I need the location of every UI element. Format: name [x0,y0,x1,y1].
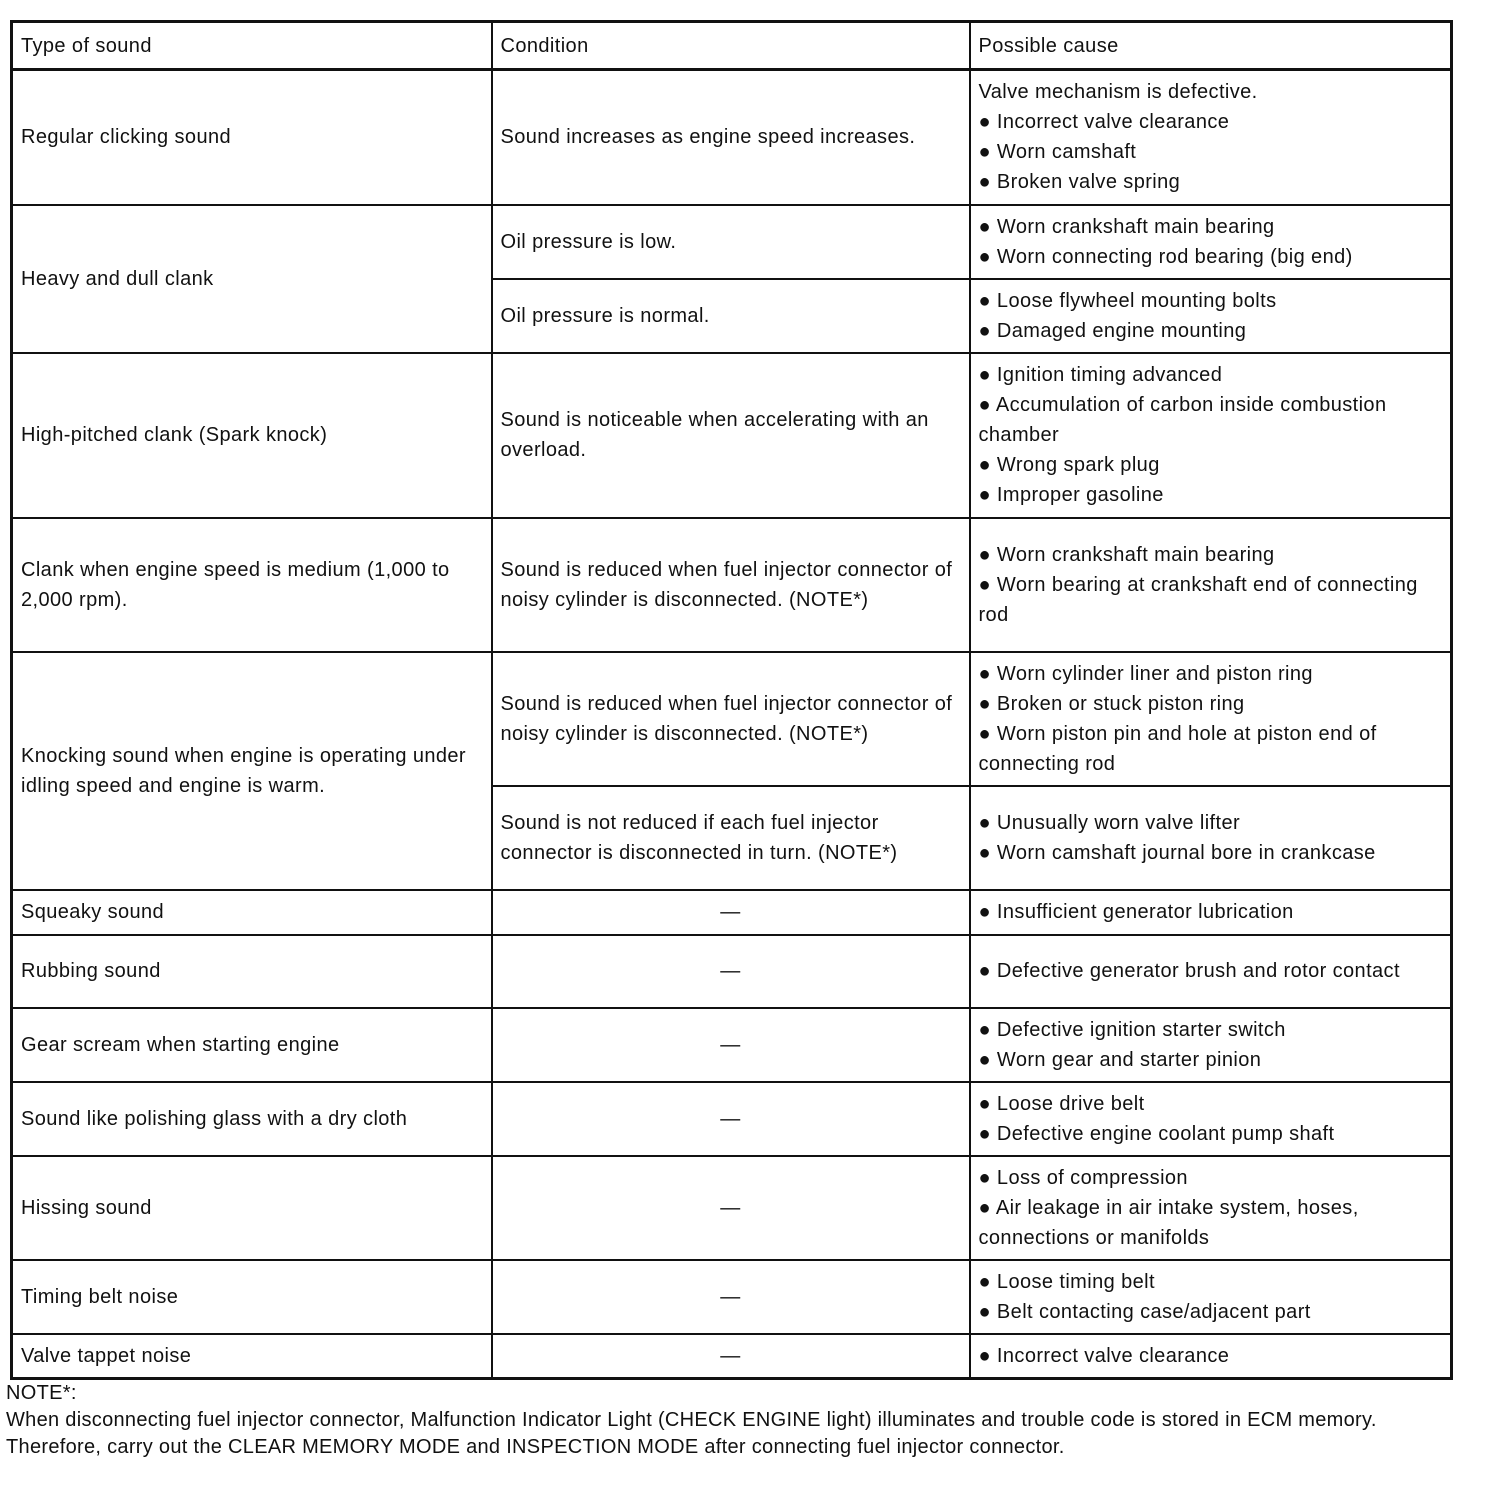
possible-cause-cell [970,353,1452,518]
table-row [12,1334,1452,1379]
sound-type-cell: Timing belt noise [12,1260,492,1334]
sound-type-cell: Valve tappet noise [12,1334,492,1379]
possible-cause-cell [970,1260,1452,1334]
condition-cell: Oil pressure is low. [492,205,970,279]
condition-cell: Sound is not reduced if each fuel injector connector is disconnected in turn. (NOTE*) [492,786,970,890]
cause-item: ● Ignition timing advanced [978,364,1223,386]
cause-item: ● Worn crankshaft main bearing [978,543,1275,566]
possible-cause-cell [970,652,1452,786]
table-row [12,518,1452,652]
header-possible-cause: Possible cause [970,22,1452,70]
table-row [12,1008,1452,1082]
table-row [12,1082,1452,1156]
sound-type-cell: Regular clicking sound [12,70,492,205]
cause-item: ● Defective generator brush and rotor contact [978,960,1400,982]
footnote [6,1380,1482,1461]
condition-cell: — [492,1082,970,1156]
cause-item: ● Loss of compression [978,1166,1188,1189]
condition-cell: — [492,890,970,935]
cause-item: ● Defective ignition starter switch [978,1018,1286,1041]
table-row [12,353,1452,518]
cause-item: ● Worn gear and starter pinion [978,1048,1262,1071]
condition-cell: — [492,1156,970,1260]
condition-cell: Oil pressure is normal. [492,279,970,353]
possible-cause-cell [970,1008,1452,1082]
possible-cause-cell [970,205,1452,279]
sound-type-cell: Heavy and dull clank [12,205,492,353]
possible-cause-cell [970,518,1452,652]
table-row [12,652,1452,786]
sound-type-cell: Knocking sound when engine is operating under idling speed and engine is warm. [12,652,492,890]
cause-item: ● Damaged engine mounting [978,319,1247,342]
possible-cause-cell [970,1334,1452,1379]
cause-item: ● Incorrect valve clearance [978,1344,1230,1367]
condition-cell: — [492,1260,970,1334]
cause-item: ● Worn piston pin and hole at piston end of connecting rod [978,722,1377,775]
condition-cell: Sound is reduced when fuel injector connector of noisy cylinder is disconnected. (NOTE*) [492,518,970,652]
sound-type-cell: Sound like polishing glass with a dry cloth [12,1082,492,1156]
table-row [12,1156,1452,1260]
footnote-title: NOTE*: [6,1382,77,1404]
possible-cause-cell [970,279,1452,353]
cause-item: ● Broken valve spring [978,171,1181,194]
table-row [12,1260,1452,1334]
sound-type-cell: High-pitched clank (Spark knock) [12,353,492,518]
sound-type-cell: Squeaky sound [12,890,492,935]
footnote-line: When disconnecting fuel injector connector, Malfunction Indicator Light (CHECK ENGINE light) illuminates and trouble code is stored in ECM memory. [6,1409,1377,1431]
cause-item: ● Insufficient generator lubrication [978,901,1294,923]
condition-cell: — [492,935,970,1008]
cause-item: ● Worn crankshaft main bearing [978,215,1275,238]
noise-diagnosis-table [10,20,1453,1380]
sound-type-cell: Hissing sound [12,1156,492,1260]
possible-cause-cell [970,890,1452,935]
header-row [12,22,1452,70]
cause-item: ● Worn connecting rod bearing (big end) [978,245,1353,268]
possible-cause-cell [970,1082,1452,1156]
possible-cause-cell [970,786,1452,890]
cause-item: ● Incorrect valve clearance [978,111,1230,134]
cause-item: ● Loose drive belt [978,1092,1145,1115]
cause-item: ● Unusually worn valve lifter [978,811,1241,834]
footnote-line: Therefore, carry out the CLEAR MEMORY MODE and INSPECTION MODE after connecting fuel injector connector. [6,1436,1065,1458]
cause-item: ● Accumulation of carbon inside combustion chamber [978,394,1387,446]
cause-item: ● Wrong spark plug [978,454,1160,476]
table-row [12,890,1452,935]
table-row [12,205,1452,279]
cause-item: Valve mechanism is defective. [978,81,1258,104]
cause-item: ● Loose timing belt [978,1270,1155,1293]
cause-item: ● Worn cylinder liner and piston ring [978,662,1313,685]
cause-item: ● Defective engine coolant pump shaft [978,1122,1335,1145]
cause-item: ● Worn bearing at crankshaft end of connecting rod [978,573,1418,626]
condition-cell: — [492,1334,970,1379]
table-row [12,70,1452,205]
header-type-of-sound: Type of sound [12,22,492,70]
possible-cause-cell [970,1156,1452,1260]
possible-cause-cell [970,935,1452,1008]
cause-item: ● Broken or stuck piston ring [978,692,1245,715]
cause-item: ● Belt contacting case/adjacent part [978,1300,1311,1323]
cause-item: ● Worn camshaft [978,141,1137,164]
cause-item: ● Air leakage in air intake system, hoses, connections or manifolds [978,1196,1359,1249]
condition-cell: Sound is reduced when fuel injector connector of noisy cylinder is disconnected. (NOTE*) [492,652,970,786]
condition-cell: — [492,1008,970,1082]
header-condition: Condition [492,22,970,70]
possible-cause-cell [970,70,1452,205]
sound-type-cell: Clank when engine speed is medium (1,000 to 2,000 rpm). [12,518,492,652]
condition-cell: Sound increases as engine speed increases. [492,70,970,205]
sound-type-cell: Gear scream when starting engine [12,1008,492,1082]
sound-type-cell: Rubbing sound [12,935,492,1008]
cause-item: ● Worn camshaft journal bore in crankcase [978,841,1376,864]
table-row [12,935,1452,1008]
cause-item: ● Loose flywheel mounting bolts [978,289,1277,312]
cause-item: ● Improper gasoline [978,484,1164,506]
condition-cell: Sound is noticeable when accelerating with an overload. [492,353,970,518]
